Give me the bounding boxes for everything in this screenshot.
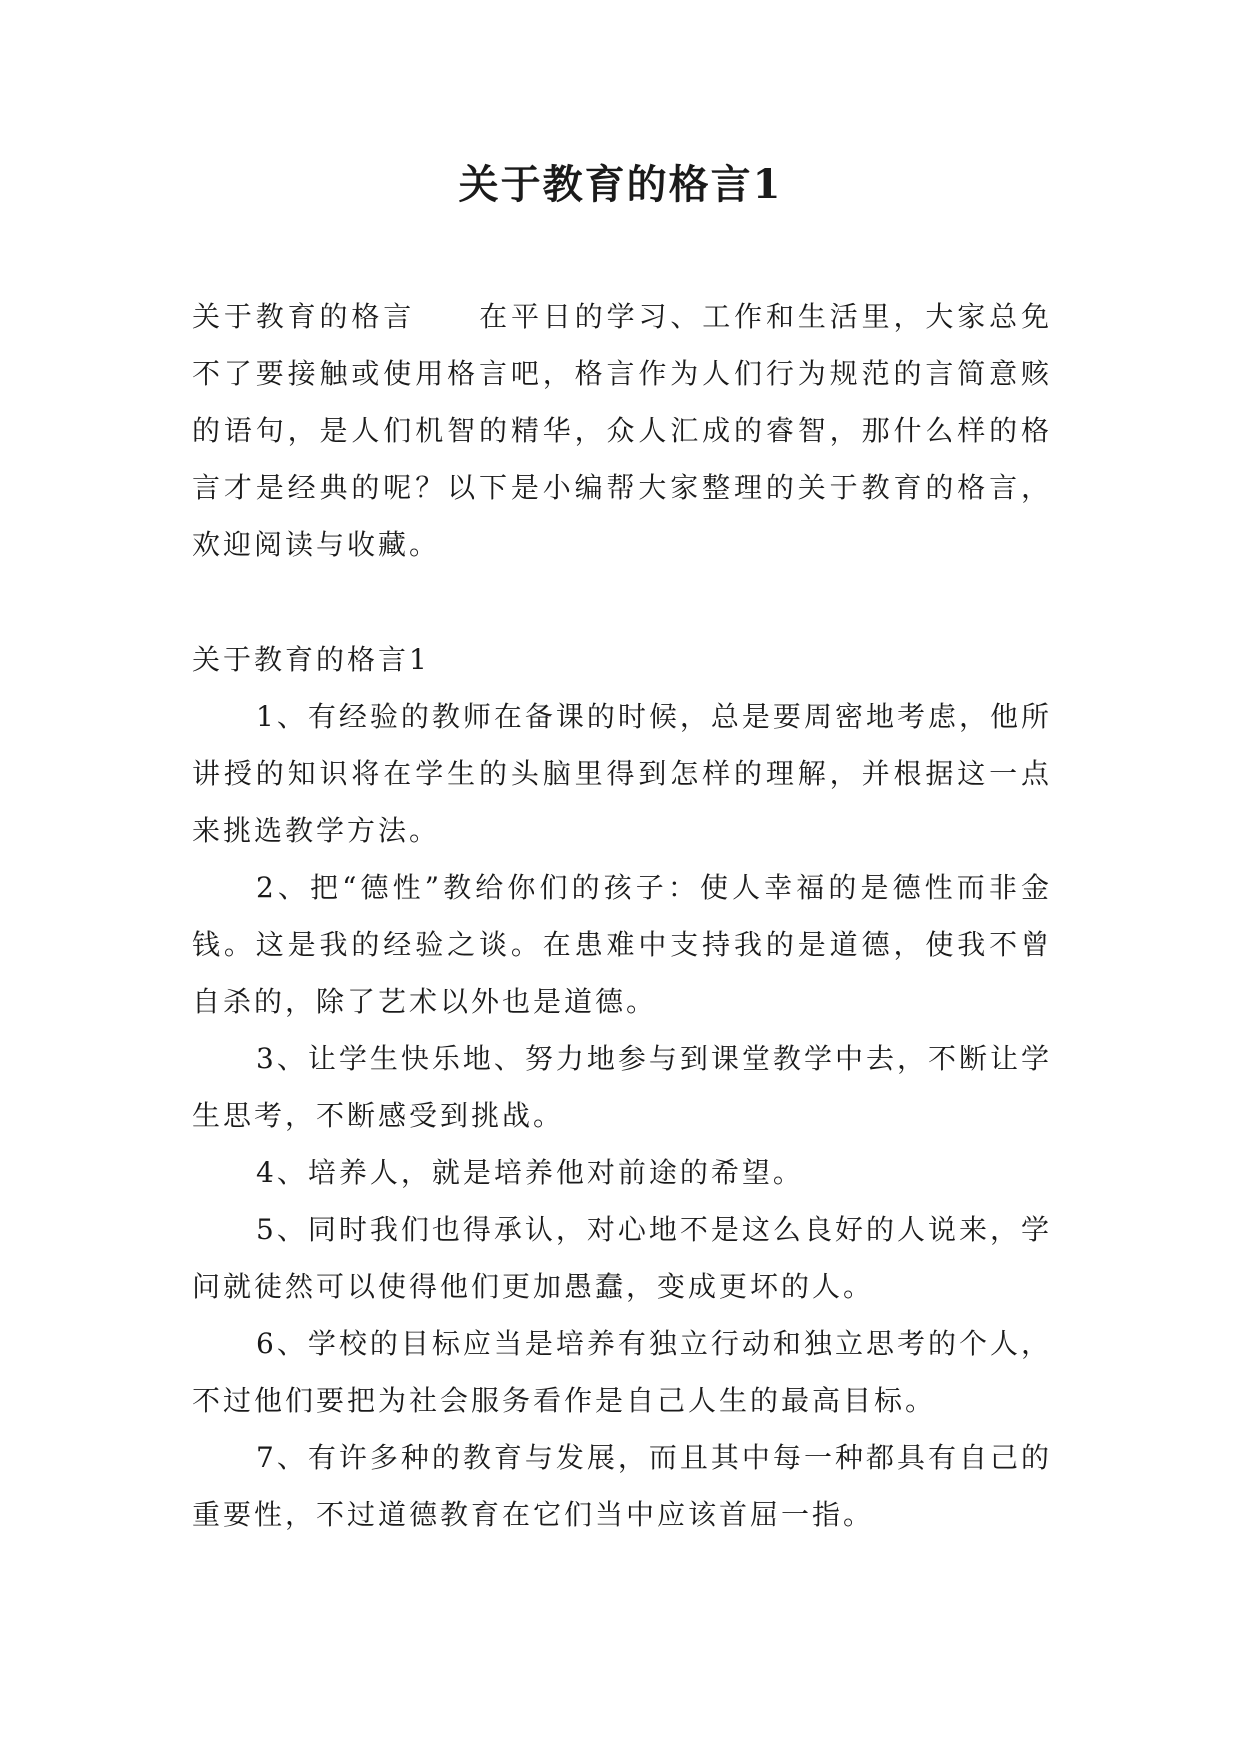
quote-item: 5、同时我们也得承认，对心地不是这么良好的人说来，学问就徒然可以使得他们更加愚蠢，变成更坏的人。 xyxy=(192,1213,1052,1303)
section-heading: 关于教育的格言1 xyxy=(192,643,430,676)
quote-item: 4、培养人，就是培养他对前途的希望。 xyxy=(256,1156,804,1189)
intro-lead: 关于教育的格言 xyxy=(192,300,416,333)
quote-item: 2、把“德性”教给你们的孩子：使人幸福的是德性而非金钱。这是我的经验之谈。在患难中支持我的是道德，使我不曾自杀的，除了艺术以外也是道德。 xyxy=(192,871,1052,1018)
quote-item: 1、有经验的教师在备课的时候，总是要周密地考虑，他所讲授的知识将在学生的头脑里得到怎样的理解，并根据这一点来挑选教学方法。 xyxy=(192,700,1052,847)
intro-paragraph xyxy=(192,288,1052,573)
quote-item: 3、让学生快乐地、努力地参与到课堂教学中去，不断让学生思考，不断感受到挑战。 xyxy=(192,1042,1052,1132)
intro-text: 在平日的学习、工作和生活里，大家总免不了要接触或使用格言吧，格言作为人们行为规范的言简意赅的语句，是人们机智的精华，众人汇成的睿智，那什么样的格言才是经典的呢？以下是小编帮大家整理的关于教育的格言，欢迎阅读与收藏。 xyxy=(192,300,1052,561)
document-body xyxy=(192,288,1052,1543)
document-title: 关于教育的格言1 xyxy=(458,161,783,208)
quote-item: 7、有许多种的教育与发展，而且其中每一种都具有自己的重要性，不过道德教育在它们当中应该首屈一指。 xyxy=(192,1441,1052,1531)
quote-item: 6、学校的目标应当是培养有独立行动和独立思考的个人，不过他们要把为社会服务看作是自己人生的最高目标。 xyxy=(192,1327,1052,1417)
quote-list xyxy=(192,688,1052,1543)
